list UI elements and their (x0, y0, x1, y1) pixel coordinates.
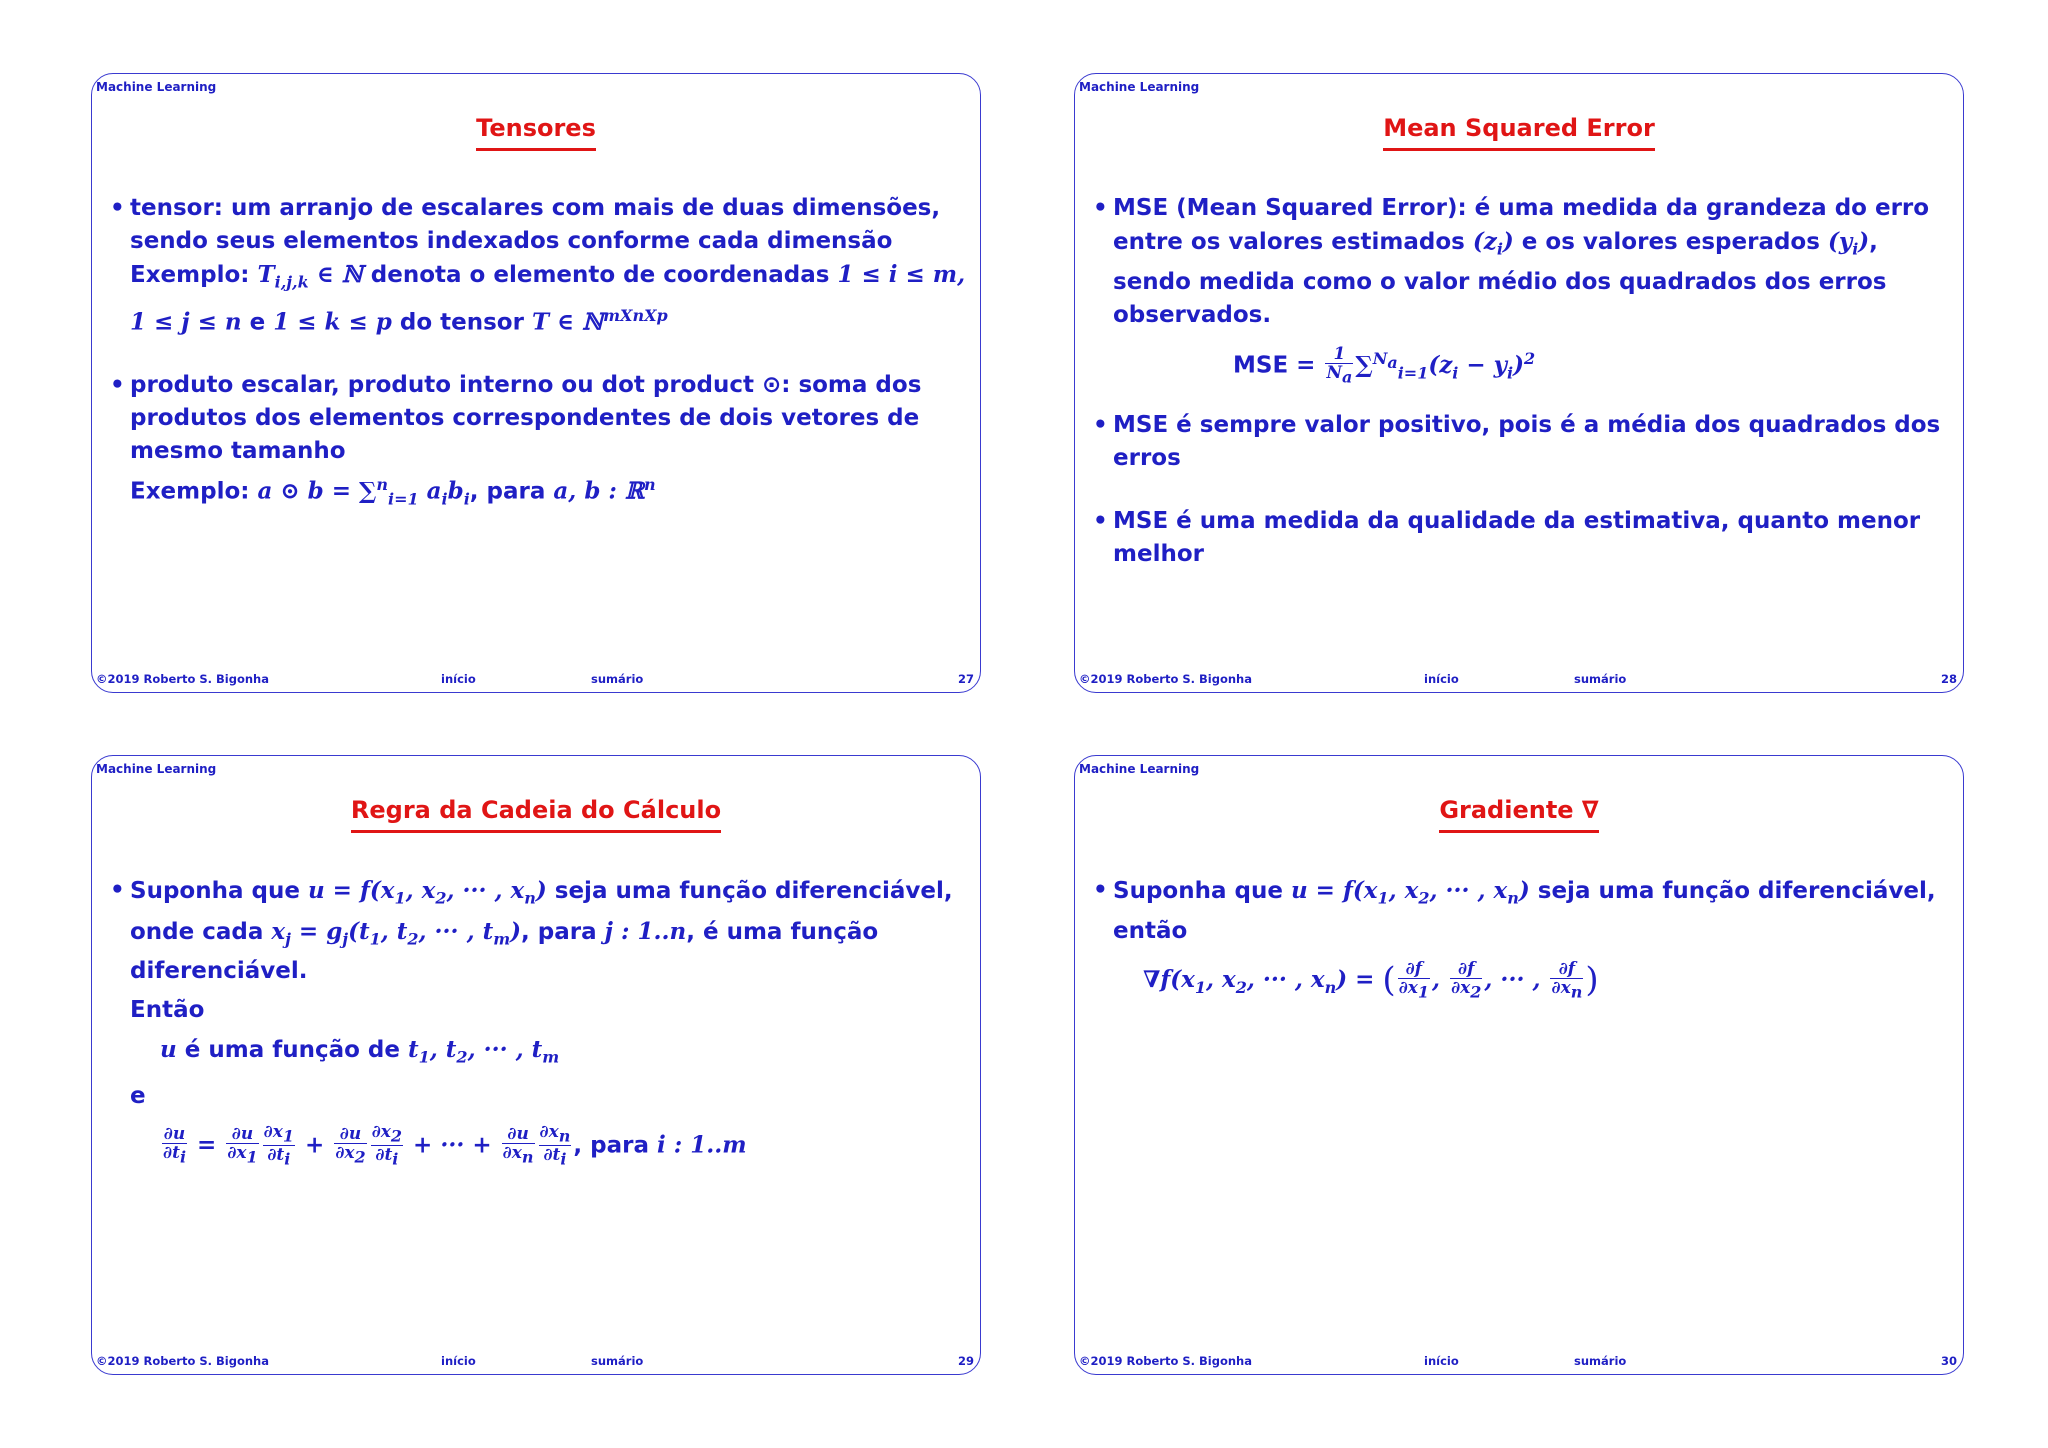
nav-start-link[interactable]: início (1424, 672, 1459, 686)
slide-30 (1074, 755, 1964, 1375)
page-number: 30 (1940, 1354, 1957, 1368)
bullet-mse-definition: • MSE (Mean Squared Error): é uma medida da grandeza do erro entre os valores estimados $(z_i)$ e os valores esperados $(y_i)$, sendo medida como o valor médio dos quadrados dos erros observados. MSE = $\frac{1}{N_a}$ $\sum^{N_a}_{i=1}(z_i - y_i)^2$ (1093, 192, 1955, 389)
slide-footer (96, 1354, 974, 1370)
slide-footer (1079, 672, 1957, 688)
bullet-mse-positive: • MSE é sempre valor positivo, pois é a média dos quadrados dos erros (1093, 409, 1955, 475)
nav-summary-link[interactable]: sumário (591, 672, 644, 686)
slide-29 (91, 755, 981, 1375)
copyright: ©2019 Roberto S. Bigonha (1079, 1354, 1252, 1368)
mse-formula: MSE = $\frac{1}{N_a}$ $\sum^{N_a}_{i=1}(z_i - y_i)^2$ (1233, 344, 1536, 387)
slide-footer (96, 672, 974, 688)
nav-summary-link[interactable]: sumário (1574, 1354, 1627, 1368)
bullet-gradient: • Suponha que $u = f(x_1$, $x_2$, ··· , $x_n$) seja uma função diferenciável, então $\nabla f(x_1$, $x_2$, ··· , $x_n$) = ( $\frac{\partial f}{\partial x_1}$ , $\frac{\partial f}{\partial x_2}$ , ··· , $\frac{\partial f}{\partial x_n}$ ) (1093, 874, 1955, 1003)
slide-title: Mean Squared Error (1383, 114, 1655, 151)
bullet-chain-rule: • Suponha que $u = f(x_1$, $x_2$, ··· , $x_n$) seja uma função diferenciável, onde cada $x_j = g_j(t_1$, $t_2$, ··· , $t_m$), para j : 1..n, é uma função diferenciável. Então u é uma função de $t_1$, $t_2$, ··· , $t_m$ e $\frac{\partial u}{\partial t_i}$ = $\frac{\partial u}{\partial x_1}$ $\frac{\partial x_1}{\partial t_i}$ + $\frac{\partial u}{\partial x_2}$ $\frac{\partial x_2}{\partial t_i}$ + ··· + $\frac{\partial u}{\partial x_n}$ $\frac{\partial x_n}{\partial t_i}$ , para i : 1..m (110, 874, 972, 1169)
bullet-mse-quality: • MSE é uma medida da qualidade da estimativa, quanto menor melhor (1093, 505, 1955, 571)
copyright: ©2019 Roberto S. Bigonha (1079, 672, 1252, 686)
bullet-tensor: • tensor: um arranjo de escalares com mais de duas dimensões, sendo seus elementos indexados conforme cada dimensão Exemplo: $T_{i,j,k}$ ∈ ℕ denota o elemento de coordenadas 1 ≤ i ≤ m, 1 ≤ j ≤ n e 1 ≤ k ≤ p do tensor T ∈ ℕ$^{mXnXp}$ (110, 192, 972, 339)
copyright: ©2019 Roberto S. Bigonha (96, 672, 269, 686)
slide-header: Machine Learning (96, 80, 217, 94)
page-number: 29 (957, 1354, 974, 1368)
slide-body (110, 192, 972, 546)
slide-body (1093, 874, 1955, 1033)
nav-start-link[interactable]: início (1424, 1354, 1459, 1368)
slide-title: Regra da Cadeia do Cálculo (351, 796, 721, 833)
nav-start-link[interactable]: início (441, 672, 476, 686)
slide-title: Tensores (476, 114, 596, 151)
page-number: 27 (957, 672, 974, 686)
slide-footer (1079, 1354, 1957, 1370)
slide-header: Machine Learning (96, 762, 217, 776)
chain-rule-formula: $\frac{\partial u}{\partial t_i}$ = $\frac{\partial u}{\partial x_1}$ $\frac{\partial x_1}{\partial t_i}$ + $\frac{\partial u}{\partial x_2}$ $\frac{\partial x_2}{\partial t_i}$ + ··· + $\frac{\partial u}{\partial x_n}$ $\frac{\partial x_n}{\partial t_i}$ , para i : 1..m (163, 1121, 747, 1169)
nav-start-link[interactable]: início (441, 1354, 476, 1368)
copyright: ©2019 Roberto S. Bigonha (96, 1354, 269, 1368)
slide-title: Gradiente ∇ (1439, 796, 1598, 833)
gradient-formula: $\nabla f(x_1$, $x_2$, ··· , $x_n$) = ( $\frac{\partial f}{\partial x_1}$ , $\frac{\partial f}{\partial x_2}$ , ··· , $\frac{\partial f}{\partial x_n}$ ) (1143, 958, 1599, 1001)
slide-28 (1074, 73, 1964, 693)
bullet-dot-product: • produto escalar, produto interno ou dot product ⊙: soma dos produtos dos elementos correspondentes de dois vetores de mesmo tamanho Exemplo: a ⊙ b = ∑$^n_{i=1}$ $a_ib_i$, para a, b : ℝ$^n$ (110, 369, 972, 515)
nav-summary-link[interactable]: sumário (1574, 672, 1627, 686)
slide-body (110, 874, 972, 1199)
slide-header: Machine Learning (1079, 80, 1200, 94)
slide-body (1093, 192, 1955, 601)
nav-summary-link[interactable]: sumário (591, 1354, 644, 1368)
slide-27 (91, 73, 981, 693)
slide-header: Machine Learning (1079, 762, 1200, 776)
page-number: 28 (1940, 672, 1957, 686)
